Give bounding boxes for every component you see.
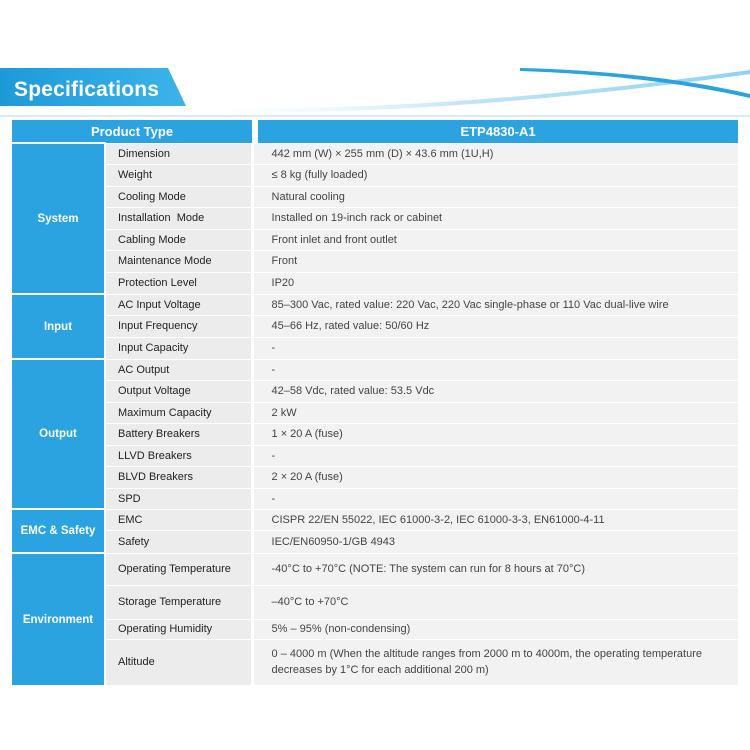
table-row — [12, 639, 738, 685]
table-row — [12, 466, 738, 488]
table-header-row — [12, 120, 738, 143]
table-row — [12, 380, 738, 402]
table-row — [12, 445, 738, 466]
table-row — [12, 250, 738, 272]
parameter-label: Battery Breakers — [105, 423, 252, 445]
parameter-value: Installed on 19-inch rack or cabinet — [252, 207, 738, 229]
parameter-label: Operating Humidity — [105, 619, 252, 639]
parameter-value: - — [252, 359, 738, 380]
parameter-label: SPD — [105, 488, 252, 509]
table-row — [12, 553, 738, 585]
parameter-value: Front inlet and front outlet — [252, 229, 738, 250]
parameter-value: - — [252, 337, 738, 359]
table-row — [12, 229, 738, 250]
parameter-label: Dimension — [105, 143, 252, 164]
parameter-label: LLVD Breakers — [105, 445, 252, 466]
table-row — [12, 509, 738, 530]
parameter-value: –40°C to +70°C — [252, 585, 738, 619]
parameter-label: AC Output — [105, 359, 252, 380]
parameter-label: AC Input Voltage — [105, 294, 252, 315]
table-row — [12, 359, 738, 380]
category-cell: System — [12, 143, 105, 294]
category-cell: Input — [12, 294, 105, 359]
parameter-label: Storage Temperature — [105, 585, 252, 619]
table-row — [12, 272, 738, 294]
parameter-label: Cabling Mode — [105, 229, 252, 250]
table-row — [12, 530, 738, 553]
page-title: Specifications — [14, 78, 160, 101]
table-row — [12, 315, 738, 337]
parameter-value: 1 × 20 A (fuse) — [252, 423, 738, 445]
parameter-label: Protection Level — [105, 272, 252, 294]
table-row — [12, 488, 738, 509]
parameter-value: 5% – 95% (non-condensing) — [252, 619, 738, 639]
parameter-value: IP20 — [252, 272, 738, 294]
parameter-value: - — [252, 445, 738, 466]
parameter-value: 2 × 20 A (fuse) — [252, 466, 738, 488]
parameter-label: Maintenance Mode — [105, 250, 252, 272]
table-row — [12, 619, 738, 639]
parameter-value: ≤ 8 kg (fully loaded) — [252, 164, 738, 186]
parameter-value: 442 mm (W) × 255 mm (D) × 43.6 mm (1U,H) — [252, 143, 738, 164]
parameter-label: Weight — [105, 164, 252, 186]
header-product-type: Product Type — [12, 120, 252, 143]
table-row — [12, 294, 738, 315]
parameter-label: Safety — [105, 530, 252, 553]
parameter-label: Altitude — [105, 639, 252, 685]
parameter-label: Cooling Mode — [105, 186, 252, 207]
table-row — [12, 143, 738, 164]
parameter-label: Output Voltage — [105, 380, 252, 402]
category-cell: EMC & Safety — [12, 509, 105, 553]
category-cell: Output — [12, 359, 105, 509]
parameter-label: Input Frequency — [105, 315, 252, 337]
parameter-label: EMC — [105, 509, 252, 530]
parameter-value: 45–66 Hz, rated value: 50/60 Hz — [252, 315, 738, 337]
parameter-value: IEC/EN60950-1/GB 4943 — [252, 530, 738, 553]
table-row — [12, 402, 738, 423]
specifications-banner — [0, 60, 750, 120]
table-row — [12, 585, 738, 619]
parameter-label: BLVD Breakers — [105, 466, 252, 488]
parameter-value: -40°C to +70°C (NOTE: The system can run for 8 hours at 70°C) — [252, 553, 738, 585]
parameter-value: - — [252, 488, 738, 509]
parameter-label: Operating Temperature — [105, 553, 252, 585]
parameter-value: 2 kW — [252, 402, 738, 423]
parameter-value: Front — [252, 250, 738, 272]
parameter-label: Maximum Capacity — [105, 402, 252, 423]
category-cell: Environment — [12, 553, 105, 685]
table-row — [12, 337, 738, 359]
table-row — [12, 164, 738, 186]
parameter-value: 0 – 4000 m (When the altitude ranges from 2000 m to 4000m, the operating temperature decreases by 1°C for each additional 200 m) — [252, 639, 738, 685]
parameter-value: 85–300 Vac, rated value: 220 Vac, 220 Vac single-phase or 110 Vac dual-live wire — [252, 294, 738, 315]
parameter-label: Input Capacity — [105, 337, 252, 359]
header-model: ETP4830-A1 — [258, 120, 738, 143]
parameter-value: Natural cooling — [252, 186, 738, 207]
table-row — [12, 207, 738, 229]
specifications-table — [12, 120, 738, 685]
parameter-label: Installation Mode — [105, 207, 252, 229]
table-row — [12, 423, 738, 445]
parameter-value: CISPR 22/EN 55022, IEC 61000-3-2, IEC 61000-3-3, EN61000-4-11 — [252, 509, 738, 530]
table-row — [12, 186, 738, 207]
parameter-value: 42–58 Vdc, rated value: 53.5 Vdc — [252, 380, 738, 402]
